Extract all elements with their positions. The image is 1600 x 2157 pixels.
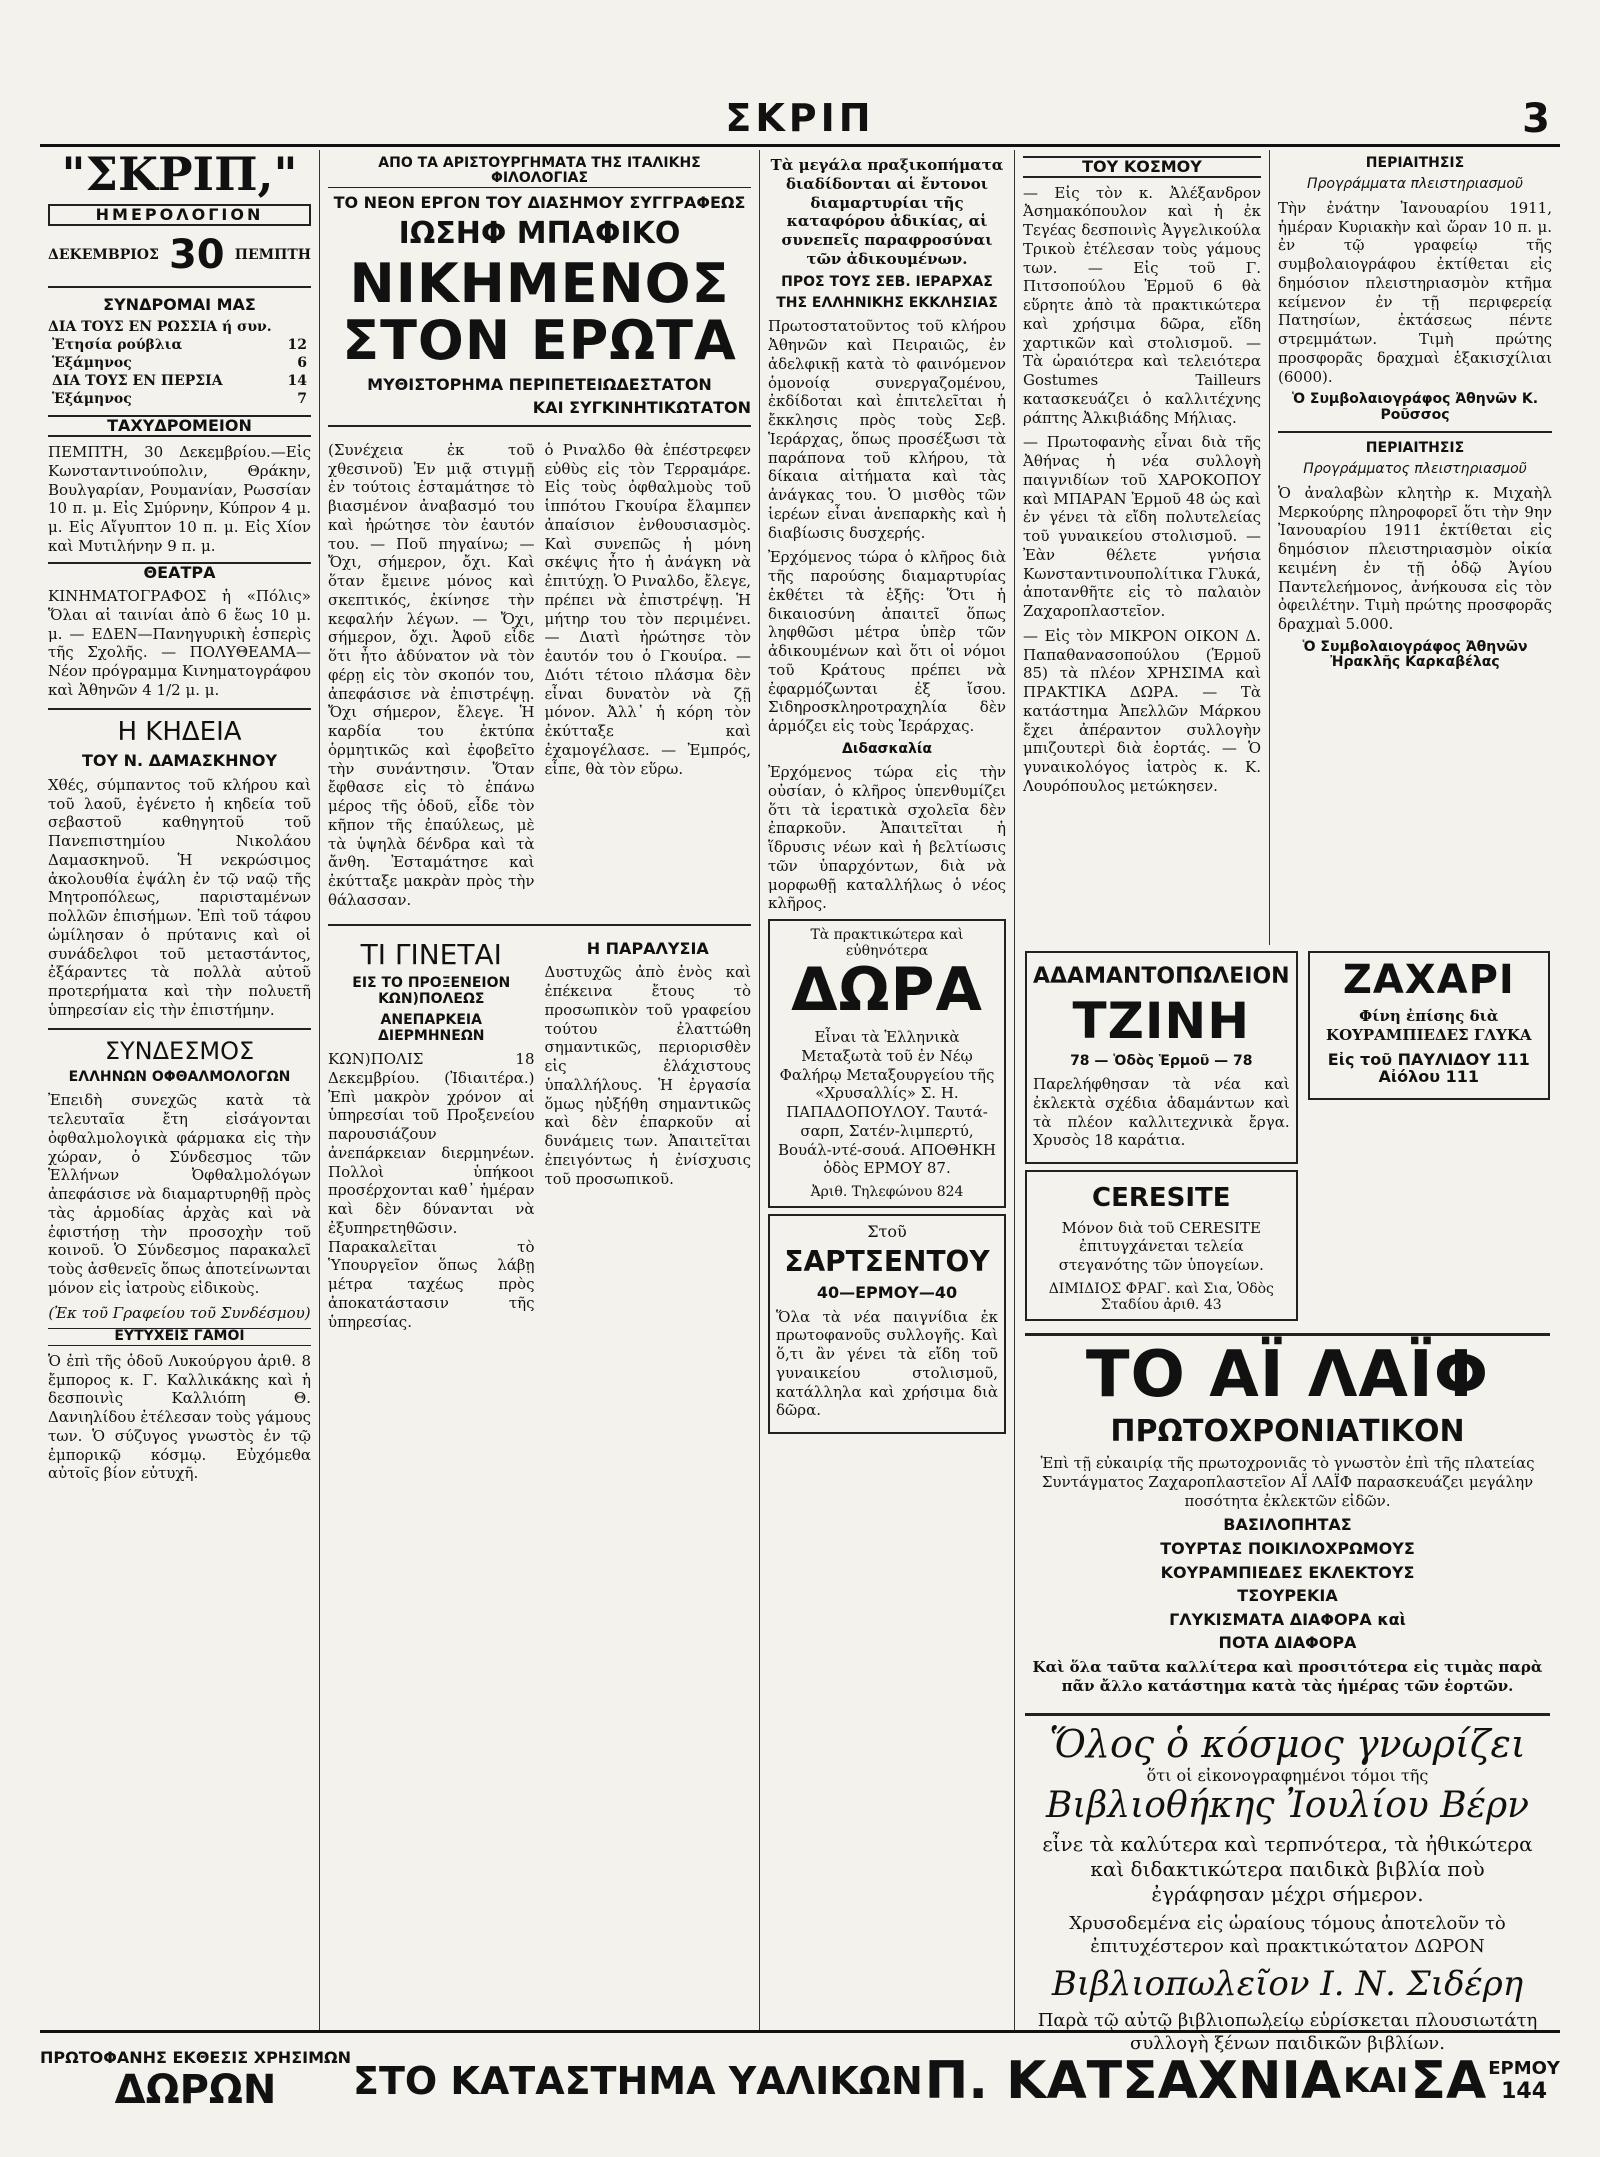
ceresite-ad-address: ΔΙΜΙΔΙΟΣ ΦΡΑΓ. καὶ Σια, Ὁδὸς Σταδίου ἀριθ. 43 — [1048, 1280, 1274, 1313]
ailife-item: ΠΟΤΑ ΔΙΑΦΟΡΑ — [1218, 1633, 1357, 1653]
upper-ads — [1025, 945, 1550, 1327]
toys-ad-lead: Στοῦ — [867, 1222, 907, 1242]
ailife-item: ΚΟΥΡΑΜΠΙΕΔΕΣ ΕΚΛΕΚΤΟΥΣ — [1160, 1562, 1415, 1582]
column-1 — [40, 150, 320, 2030]
serial-body — [328, 435, 751, 916]
sugar-ad-address: Εἰς τοῦ ΠΑΥΛΙΔΟΥ 111 Αἰόλου 111 — [1327, 1049, 1530, 1087]
society-text-2: — Πρωτοφανὴς εἶναι διὰ τῆς Ἀθήνας ἡ νέα συλλογὴ παιγνιδίων τοῦ ΧΑΡΟΚΟΠΟΥ καὶ ΜΠΑΡΑΝ Ἑρμοῦ 48 ὡς καὶ ἐν γένει τὰ εἴδη πολυτελείας τοῦ γυναικείου στολισμοῦ. — Ἐὰν θέλετε γνήσια Κωνσταντινουπολίτικα Γλυκά, ἀποτανθῆτε εἰς τὸ παλαιὸν Ζαχαροπλαστεῖον. — [1023, 433, 1261, 621]
row-value: 12 — [287, 337, 307, 354]
toys-ad — [768, 1214, 1006, 1434]
divider — [328, 425, 751, 427]
sugar-ad — [1308, 945, 1550, 1327]
masthead-title: ΣΚΡΙΠ — [725, 96, 875, 140]
verne-ad — [1025, 1713, 1550, 2067]
ailife-title: ΤΟ ΑΪ ΛΑΪΦ — [1085, 1337, 1490, 1412]
date-month: ΔΕΚΕΜΒΡΙΟΣ — [48, 246, 159, 263]
row-label: ΔΙΑ ΤΟΥΣ ΕΝ ΠΕΡΣΙΑ — [52, 373, 223, 390]
serial-text-right: ὁ Ριναλδο θὰ ἐπέστρεφεν εὐθὺς εἰς τὸν Τερραμάρε. Εἰς τοὺς ὀφθαλμοὺς τοῦ ἱππότου Γκουίρα ἔλαμπεν ἀπαίσιον ἐνθουσιασμὸς. Καὶ συνεπῶς ἡ μόνη σκέψις ἦτο ἡ ἀνάγκη νὰ ἐπιτύχῃ. Ὁ Ριναλδο, ἔλεγε, πρέπει νὰ ἐπιστρέψῃ. Ἡ μήτηρ του τὸν περιμένει. — Διατὶ ἠρώτησε τὸν ἑαυτόν του ὁ Γκουίρα. — Διότι τέτοιο πλάσμα δὲν εἶναι δυνατὸν νὰ ζῇ μόνον. Ἀλλ᾽ ἡ κόρη τὸν ἐκύτταξε καὶ ἐχαμογέλασε. — Ἐμπρός, εἶπε, θὰ τὸν εὕρω. — [544, 440, 751, 778]
wedding-title: ΕΥΤΥΧΕΙΣ ΓΑΜΟΙ — [48, 1328, 311, 1345]
bottom-ad-address-top: ΕΡΜΟΥ — [1488, 2057, 1560, 2079]
bottom-ad-left — [40, 2048, 351, 2113]
serial-subtitle-3: ΚΑΙ ΣΥΓΚΙΝΗΤΙΚΩΤΑΤΟΝ — [532, 398, 751, 418]
diamond-ad-text: Παρελήφθησαν τὰ νέα καὶ ἐκλεκτὰ σχέδια ἀδαμάντων καὶ τὰ πλέον καλλιτεχνικὰ ἔργα. Χρυσὸς 18 καράτια. — [1033, 1075, 1290, 1150]
logo-subtitle: ΗΜΕΡΟΛΟΓΙΟΝ — [48, 204, 311, 226]
auction-title-2: ΠΕΡΙΑΙΤΗΣΙΣ — [1365, 440, 1465, 457]
wedding-text: Ὁ ἐπὶ τῆς ὁδοῦ Λυκούργου ἀριθ. 8 ἔμπορος κ. Γ. Καλλικάκης καὶ ἡ δεσποινὶς Καλλιόπη Θ. Δανιηλίδου ἐτέλεσαν τοὺς γάμους των. Ὁ σύζυγος γνωστὸς ἐν τῷ ἐμπορικῷ κόσμῳ. Εὐχόμεθα αὐτοῖς βίον εὐτυχῆ. — [48, 1351, 311, 1483]
news-subtitle-2: ΑΝΕΠΑΡΚΕΙΑ ΔΙΕΡΜΗΝΕΩΝ — [378, 1012, 485, 1044]
auction-subtitle-1: Προγράμματα πλειστηριασμοῦ — [1306, 176, 1524, 193]
toys-ad-text: Ὅλα τὰ νέα παιγνίδια ἐκ πρωτοφανοῦς συλλογῆς. Καὶ ὅ,τι ἂν γένει τὰ εἴδη τοῦ γυναικείου στολισμοῦ, κατάλληλα καὶ χρήσιμα διὰ δῶρα. — [776, 1307, 998, 1420]
beach-text: Δυστυχῶς ἀπὸ ἑνὸς καὶ ἐπέκεινα ἔτους τὸ προσωπικὸν τοῦ γραφείου τούτου ἐλαττώθη σημαντικῶς, περιορισθὲν εἰς ἐλάχιστους ὑπαλλήλους. Ἡ ἐργασία ὅμως ηὐξήθη σημαντικῶς καὶ δὲν ἐπαρκοῦν αἱ δυνάμεις των. Ἀπαιτεῖται ἐπειγόντως ἡ ἐνίσχυσις τοῦ προσωπικοῦ. — [544, 963, 751, 1188]
row-label: Ἐτησία ρούβλια — [52, 337, 183, 354]
column-2 — [320, 150, 760, 2030]
row-value: 7 — [297, 391, 307, 408]
auction-sign-2: Ὁ Συμβολαιογράφος Ἀθηνῶν Ἠρακλῆς Καρκαβέλας — [1302, 638, 1528, 671]
date-weekday: ΠΕΜΠΤΗ — [234, 246, 311, 263]
news-title: ΤΙ ΓΙΝΕΤΑΙ — [360, 937, 502, 971]
ailife-item: ΤΟΥΡΤΑΣ ΠΟΙΚΙΛΟΧΡΩΜΟΥΣ — [1160, 1538, 1415, 1558]
toys-ad-address: 40—ΕΡΜΟΥ—40 — [816, 1282, 958, 1302]
funeral-title: Η ΚΗΔΕΙΑ — [117, 716, 242, 747]
row-value: 6 — [297, 355, 307, 372]
page-number: 3 — [1522, 96, 1550, 142]
auction-subtitle-2: Προγράμματος πλειστηριασμοῦ — [1303, 461, 1527, 478]
society-title: ΤΟΥ ΚΟΣΜΟΥ — [1023, 156, 1261, 178]
verne-text-4: Παρὰ τῷ αὐτῷ βιβλιοπωλείῳ εὑρίσκεται πλουσιωτάτη συλλογὴ ξένων παιδικῶν βιβλίων. — [1037, 2010, 1538, 2054]
theatre-title: ΘΕΑΤΡΑ — [48, 562, 311, 582]
ailife-item: ΒΑΣΙΛΟΠΗΤΑΣ — [1223, 1515, 1352, 1535]
sugar-ad-box — [1308, 951, 1550, 1100]
funeral-subtitle: ΤΟΥ Ν. ΔΑΜΑΣΚΗΝΟΥ — [81, 751, 278, 771]
ceresite-ad-title: CERESITE — [1092, 1183, 1231, 1214]
society-text-3: — Εἰς τὸν ΜΙΚΡΟΝ ΟΙΚΟΝ Δ. Παπαθανασοπούλου (Ἑρμοῦ 85) τὰ πλέον ΧΡΗΣΙΜΑ καὶ ΠΡΑΚΤΙΚΑ ΔΩΡΑ. — Τὰ κατάστημα Ἀπελλῶν Μάρκου ἔχει ἀπέραντον συλλογὴν μπιζουτερὶ διὰ ἑορτάς. — Ὁ γυναικολόγος ἰατρὸς κ. Κ. Λουρόπουλος μετώκησεν. — [1023, 626, 1261, 795]
serial-kicker: ΑΠΟ ΤΑ ΑΡΙΣΤΟΥΡΓΗΜΑΤΑ ΤΗΣ ΙΤΑΛΙΚΗΣ ΦΙΛΟΛΟΓΙΑΣ — [328, 156, 751, 188]
bottom-ad-middle: ΣΤΟ ΚΑΤΑΣΤΗΜΑ ΥΑΛΙΚΩΝ — [353, 2058, 923, 2103]
row-value: 14 — [287, 373, 307, 390]
bottom-ad-sigma: ΣΑ — [1410, 2050, 1487, 2111]
bottom-ad-left-top: ΠΡΩΤΟΦΑΝΗΣ ΕΚΘΕΣΙΣ ΧΡΗΣΙΜΩΝ — [40, 2048, 351, 2067]
divider — [1278, 431, 1552, 433]
bottom-ad-address — [1488, 2058, 1560, 2104]
news-text: ΚΩΝ)ΠΟΛΙΣ 18 Δεκεμβρίου. (Ἰδιαιτέρα.) Ἐπὶ μακρὸν χρόνον αἱ ὑπηρεσίαι τοῦ Προξενείου παρουσιάζουν ἀνεπάρκειαν διερμηνέων. Πολλοὶ ὑπήκοοι προσέρχονται καθ᾽ ἡμέραν καὶ δὲν δύνανται νὰ ἐξυπηρετηθῶσιν. Παρακαλεῖται τὸ Ὑπουργεῖον ὅπως λάβῃ μέτρα ταχέως πρὸς ἀποκατάστασιν τῆς ὑπηρεσίας. — [328, 1050, 535, 1331]
bottom-ad — [40, 2030, 1560, 2128]
church-text-2: Ἐρχόμενος τώρα ὁ κλῆρος διὰ τῆς παρούσης διαμαρτυρίας ἐκθέτει τὰ ἑξῆς: Ὅτι ἡ δικαιοσύνη ἀπαιτεῖ ὅπως ληφθῶσι μέτρα ὑπὲρ τῶν ἀδικουμένων καὶ ὅτι οἱ νόμοι τοῦ Κράτους πρέπει νὰ ἐφαρμόζωνται ἐξ ἴσου. Σιδηροσκληροτραχηλία δὲν ἁρμόζει εἰς τοὺς Ἱεράρχας. — [768, 548, 1006, 736]
diamond-ad — [1025, 951, 1298, 1164]
silk-ad-phone: Ἀριθ. Τηλεφώνου 824 — [810, 1184, 964, 1201]
verne-title: Ὅλος ὁ κόσμος γνωρίζει — [1049, 1722, 1526, 1767]
sugar-ad-text: Φίνη ἐπίσης διὰ ΚΟΥΡΑΜΠΙΕΔΕΣ ΓΛΥΚΑ — [1326, 1007, 1532, 1044]
ailife-foot: Καὶ ὅλα ταῦτα καλλίτερα καὶ προσιτότερα εἰς τιμὰς παρὰ πᾶν ἄλλο κατάστημα κατὰ τὰς ἡμέρας τῶν ἑορτῶν. — [1032, 1657, 1543, 1695]
diamond-ad-name: ΤΖΙΝΗ — [1072, 992, 1251, 1051]
sugar-ad-title: ΖΑΧΑΡΙ — [1342, 957, 1515, 1003]
beach-title: Η ΠΑΡΑΛΥΣΙΑ — [586, 938, 709, 958]
verne-text-2: εἶνε τὰ καλύτερα καὶ τερπνότερα, τὰ ἠθικώτερα καὶ διδακτικώτερα παιδικὰ βιβλία ποὺ ἐγράφησαν μέχρι σήμερον. — [1042, 1832, 1533, 1907]
verne-text-1: ὅτι οἱ εἰκονογραφημένοι τόμοι τῆς — [1146, 1766, 1429, 1786]
auction-sign-1: Ὁ Συμβολαιογράφος Ἀθηνῶν Κ. Ροῦσσος — [1291, 391, 1539, 423]
serial-author: ΙΩΣΗΦ ΜΠΑΦΙΚΟ — [398, 216, 681, 252]
bottom-ad-kai: ΚΑΙ — [1343, 2060, 1409, 2101]
association-subtitle: ΕΛΛΗΝΩΝ ΟΦΘΑΛΜΟΛΟΓΩΝ — [68, 1069, 291, 1085]
ceresite-ad — [1025, 1170, 1298, 1321]
ailife-text: Ἐπὶ τῇ εὐκαιρίᾳ τῆς πρωτοχρονιᾶς τὸ γνωστὸν ἐπὶ τῆς πλατείας Συντάγματος Ζαχαροπλαστεῖον ΑΪ ΛΑΪΦ παρασκευάζει μεγάλην ποσότητα ἐκλεκτῶν εἰδῶν. — [1040, 1454, 1535, 1510]
serial-title-2: ΣΤΟΝ ΕΡΩΤΑ — [342, 309, 737, 373]
divider — [48, 286, 311, 288]
diamond-ad-kicker: ΑΔΑΜΑΝΤΟΠΩΛΕΙΟΝ — [1033, 964, 1290, 989]
silk-ad-title: ΔΩΡΑ — [791, 955, 983, 1026]
column-3 — [760, 150, 1015, 2030]
divider — [48, 1028, 311, 1030]
table-row — [50, 337, 309, 353]
ailife-ad — [1025, 1333, 1550, 1708]
serial-subtitle-1: ΤΟ ΝΕΟΝ ΕΡΓΟΝ ΤΟΥ ΔΙΑΣΗΜΟΥ ΣΥΓΓΡΑΦΕΩΣ — [333, 192, 746, 212]
divider — [328, 924, 751, 926]
auction-text-2: Ὁ ἀναλαβὼν κλητὴρ κ. Μιχαὴλ Μερκούρης πληροφορεῖ ὅτι τὴν 9ην Ἰανουαρίου 1911 ἐκτίθεται εἰς δημόσιον πλειστηριασμὸν οἰκία κειμένη ἐν τῇ ὁδῷ Ἀγίου Παντελεήμονος, ἀνήκουσα εἰς τὸν ὀφειλέτην. Τιμὴ πρώτης προσφορᾶς δραχμαὶ 5.000. — [1278, 483, 1552, 634]
post-text: ΠΕΜΠΤΗ, 30 Δεκεμβρίου.—Εἰς Κωνσταντινούπολιν, Θράκην, Βουλγαρίαν, Ρουμανίαν, Ρωσσίαν 10 π. μ. Εἰς Σμύρνην, Κύπρον 4 μ. μ. Εἰς Αἴγυπτον 10 π. μ. Εἰς Χίον καὶ Μυτιλήνην 9 π. μ. — [48, 443, 311, 555]
bottom-ad-name: Π. ΚΑΤΣΑΧΝΙΑ — [924, 2050, 1342, 2111]
association-signature: (Ἐκ τοῦ Γραφείου τοῦ Συνδέσμου) — [48, 1303, 311, 1322]
bottom-ad-left-big: ΔΩΡΩΝ — [114, 2067, 277, 2113]
row-label: Ἑξάμηνος — [52, 355, 132, 372]
auction-text-1: Τὴν ἐνάτην Ἰανουαρίου 1911, ἡμέραν Κυριακὴν καὶ ὥραν 10 π. μ. ἐν τῷ γραφείῳ τῆς συμβολαιογράφου ἐκτίθεται εἰς δημόσιον πλειστηριασμὸν κτῆμα κείμενον ἐν τῇ περιφερείᾳ Πατησίων, ἐκτάσεως πέντε στρεμμάτων. Τιμὴ πρώτης προσφορᾶς δραχμαὶ ἑξακισχίλιαι (6000). — [1278, 198, 1552, 386]
subscription-title: ΣΥΝΔΡΟΜΑΙ ΜΑΣ — [103, 294, 256, 314]
date-day: 30 — [168, 231, 225, 278]
date-box — [48, 232, 311, 278]
divider — [48, 708, 311, 710]
verne-shop: Βιβλιοπωλεῖον Ι. Ν. Σιδέρη — [1051, 1964, 1524, 2005]
silk-ad — [768, 919, 1006, 1208]
church-title-1: ΠΡΟΣ ΤΟΥΣ ΣΕΒ. ΙΕΡΑΡΧΑΣ — [781, 273, 993, 290]
association-text: Ἐπειδὴ συνεχῶς κατὰ τὰ τελευταῖα ἔτη εἰσάγονται ὀφθαλμολογικὰ φάρμακα εἰς τὴν χώραν, ὁ Σύνδεσμος τῶν Ἑλλήνων Ὀφθαλμολόγων ἀπεφάσισε νὰ διαμαρτυρηθῇ πρὸς τὰς ἁρμοδίας ἀρχὰς καὶ νὰ ἐφιστήσῃ τὴν προσοχὴν τοῦ κοινοῦ. Ὁ Σύνδεσμος παρακαλεῖ τοὺς ἀσθενεῖς ὅπως ἀποτείνωνται μόνον εἰς ἰατροὺς εἰδικοὺς. — [48, 1091, 311, 1297]
ailife-subtitle: ΠΡΩΤΟΧΡΟΝΙΑΤΙΚΟΝ — [1110, 1414, 1465, 1450]
ailife-item: ΤΣΟΥΡΕΚΙΑ — [1237, 1586, 1338, 1606]
verne-text-3: Χρυσοδεμένα εἰς ὡραίους τόμους ἀποτελοῦν τὸ ἐπιτυχέστερον καὶ πρακτικώτατον ΔΩΡΟΝ — [1069, 1913, 1506, 1957]
ceresite-ad-text: Μόνον διὰ τοῦ CERESITE ἐπιτυγχάνεται τελεία στεγανότης τῶν ὑπογείων. — [1058, 1218, 1264, 1275]
news-subtitle: ΕΙΣ ΤΟ ΠΡΟΞΕΝΕΙΟΝ ΚΩΝ)ΠΟΛΕΩΣ — [352, 975, 511, 1007]
jewelry-ads — [1025, 945, 1298, 1327]
post-title: ΤΑΧΥΔΡΟΜΕΙΟΝ — [48, 415, 311, 437]
society-text-1: — Εἰς τὸν κ. Ἀλέξανδρον Ἀσημακόπουλον καὶ ἡ ἐκ Τεγέας δεσποινὶς Ἀγγελικούλα Τρικοὺ ἐτέλεσαν τοὺς γάμους των. — Εἰς τοῦ Γ. Πιτσοπούλου Ἑρμοῦ 6 θὰ εὕρητε ἀπὸ τὰ πρακτικώτερα καὶ χρήσιμα δῶρα, εἴδη χαρτικῶν καὶ στολισμοῦ. — Τὰ ὡραιότερα καὶ τελειότερα Gostumes Tailleurs κατασκευάζει ὁ καλλιτέχνης ράπτης Ἀλκιβιάδης Μήλιας. — [1023, 183, 1261, 427]
serial-text-left: (Συνέχεια ἐκ τοῦ χθεσινοῦ) Ἐν μιᾷ στιγμῇ ἐν τούτοις ἐσταμάτησε τὸ βιασμένον ἀναβασμό του καὶ ἠρώτησε τὸν ἑαυτόν του. — Ποῦ πηγαίνω; — Ὄχι, σήμερον, ὄχι. Καὶ ὅταν ἔμεινε μόνος καὶ σκεπτικός, ἐκίνησε τὴν κεφαλήν λέγων. — Ὄχι, σήμερον, ὄχι. Ἀφοῦ εἶδε ὅτι ἦτο ἀδύνατον νὰ τὸν φέρῃ εἰς τὸν σκοπόν του, ἀπεφάσισε νὰ ἐπιστρέψῃ. Ὄχι σήμερον, ἔλεγε. Ἡ καρδία του ἐκτύπα ὁρμητικῶς καὶ ἐφοβεῖτο τὴν συνάντησιν. Ὅταν ἔφθασε εἰς τὸ ἐπάνω μέρος τῆς ὁδοῦ, εἶδε τὸν κῆπον τῆς ἐπαύλεως, μὲ τὰ ὑψηλὰ δένδρα καὶ τὰ ἄνθη. Ἐσταμάτησε καὶ ἐκύτταξε μακρὰν πρὸς τὴν θάλασσαν. — [328, 440, 535, 909]
serial-title-1: ΝΙΚΗΜΕΝΟΣ — [349, 252, 730, 316]
masthead — [40, 96, 1560, 147]
serial-subtitle-2: ΜΥΘΙΣΤΟΡΗΜΑ ΠΕΡΙΠΕΤΕΙΩΔΕΣΤΑΤΟΝ — [367, 374, 712, 394]
table-row — [50, 355, 309, 371]
church-text-1: Πρωτοστατοῦντος τοῦ κλήρου Ἀθηνῶν καὶ Πειραιῶς, ἐν ἀδελφικῇ κατὰ τὸ φαινόμενον ὁμονοίᾳ συνεργαζομένου, ἐκδίδοται καὶ ἐπιτελεῖται ἡ ἔκκλησις πρὸς τοὺς Σεβ. Ἱεράρχας, ὅπως προσέξωσι τὰ παράπονα τοῦ κλήρου, τὰ δίκαια αἰτήματα καὶ τὰς ἀνάγκας του. Ὁ μισθὸς τῶν ἱερέων εἶναι ἀνεπαρκὴς καὶ ἡ διαβίωσις δυσχερής. — [768, 317, 1006, 542]
silk-ad-text: Εἶναι τὰ Ἑλληνικὰ Μεταξωτὰ τοῦ ἐν Νέῳ Φαλήρῳ Μεταξουργείου τῆς «Χρυσαλλίς» Σ. Η. ΠΑΠΑΔΟΠΟΥΛΟΥ. Ταυτά-σαρπ, Σατέν-λιμπερτύ, Βουάλ-ντέ-σουά. ΑΠΟΘΗΚΗ ὁδὸς ΕΡΜΟΥ 87. — [777, 1028, 997, 1178]
table-row — [50, 373, 309, 389]
table-row — [50, 391, 309, 407]
subscription-line: ΔΙΑ ΤΟΥΣ ΕΝ ΡΩΣΣΙΑ ή συν. — [48, 319, 272, 336]
church-heading: Τὰ μεγάλα πραξικοπήματα διαδίδονται αἱ ἔντονοι διαμαρτυρίαι τῆς καταφόρου ἀδικίας, αἱ συνεπεῖς παραφροσύναι τῶν ἀδικουμένων. — [770, 156, 1004, 268]
silk-ad-kicker: Τὰ πρακτικώτερα καὶ εὐθηνότερα — [810, 927, 964, 960]
row-label: Ἑξάμηνος — [52, 391, 132, 408]
church-subhead: Διδασκαλία — [842, 740, 932, 757]
wide-ad-area — [1015, 945, 1560, 2054]
association-title: ΣΥΝΔΕΣΜΟΣ — [104, 1036, 255, 1065]
church-title-2: ΤΗΣ ΕΛΛΗΝΙΚΗΣ ΕΚΚΛΗΣΙΑΣ — [776, 294, 998, 311]
church-text-3: Ἐρχόμενος τώρα εἰς τὴν οὐσίαν, ὁ κλῆρος ὑπενθυμίζει ὅτι τὰ ἱερατικὰ σχολεῖα δὲν ἐπαρκοῦν. Ἀπαιτεῖται ἡ ἵδρυσις νέων καὶ ἡ βελτίωσις τῶν ὑπαρχόντων, διὰ νὰ μορφωθῇ καταλλήλως ὁ νέος κλῆρος. — [768, 763, 1006, 913]
subscription-table — [48, 335, 311, 409]
funeral-text: Χθές, σύμπαντος τοῦ κλήρου καὶ τοῦ λαοῦ, ἐγένετο ἡ κηδεία τοῦ σεβαστοῦ καθηγητοῦ τοῦ Πανεπιστημίου Νικολάου Δαμασκηνοῦ. Ἡ νεκρώσιμος ἀκολουθία ἐψάλη ἐν τῷ ναῷ τῆς Μητροπόλεως, παρισταμένων πολλῶν ἐπισήμων. Ἐπὶ τοῦ τάφου ὡμίλησαν ὁ πρύτανις καὶ οἱ συνάδελφοι τοῦ μεταστάντος, ἐξάραντες τὰ πολλὰ αὐτοῦ προτερήματα καὶ τὴν πολυετῆ ὑπηρεσίαν εἰς τὴν ἐπιστήμην. — [48, 775, 311, 1019]
toys-ad-name: ΣΑΡΤΣΕΝΤΟΥ — [784, 1245, 990, 1279]
theatre-text: ΚΙΝΗΜΑΤΟΓΡΑΦΟΣ ἡ «Πόλις» Ὅλαι αἱ ταινίαι ἀπὸ 6 ἕως 10 μ. μ. — ΕΔΕΝ—Πανηγυρικὴ ἑσπερὶς τῆς Σχολῆς. — ΠΟΛΥΘΕΑΜΑ— Νέον πρόγραμμα Κινηματογράφου καὶ Ἀθηνῶν 4 1/2 μ. μ. — [48, 587, 311, 699]
verne-library: Βιβλιοθήκης Ἰουλίου Βέρν — [1045, 1785, 1530, 1827]
ailife-item: ΓΛΥΚΙΣΜΑΤΑ ΔΙΑΦΟΡΑ καὶ — [1169, 1609, 1406, 1629]
paper-logo: "ΣΚΡΙΠ," — [61, 150, 298, 201]
bottom-ad-address-num: 144 — [1501, 2078, 1548, 2104]
diamond-ad-address: 78 — Ὁδὸς Ἑρμοῦ — 78 — [1070, 1052, 1253, 1069]
auction-title-1: ΠΕΡΙΑΙΤΗΣΙΣ — [1365, 155, 1465, 171]
news-section — [328, 934, 751, 1338]
